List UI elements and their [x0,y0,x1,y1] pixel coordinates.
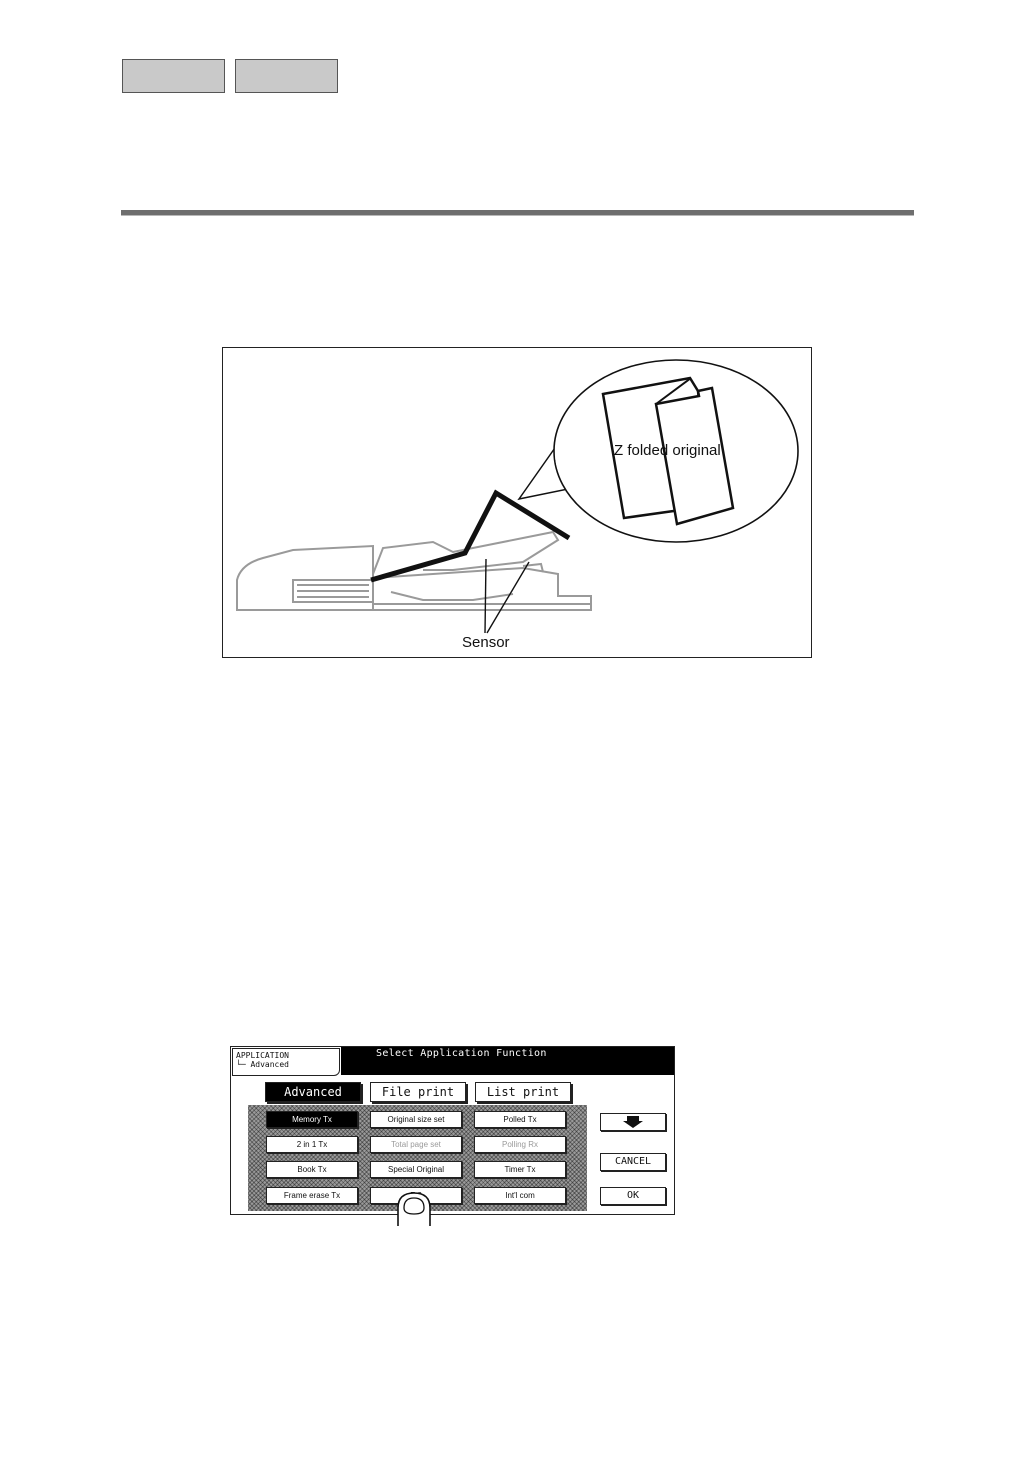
timer-tx-button[interactable]: Timer Tx [474,1161,566,1178]
original-size-set-button[interactable]: Original size set [370,1111,462,1128]
adf-figure [222,347,812,658]
panel-title: Select Application Function [376,1048,547,1059]
callout-label: Z folded original [614,442,721,459]
breadcrumb-root: APPLICATION [236,1051,289,1060]
adf-illustration [223,348,813,659]
sensor-leader-1 [485,559,486,633]
two-in-one-tx-button[interactable]: 2 in 1 Tx [266,1136,358,1153]
tab-advanced[interactable]: Advanced [265,1082,361,1102]
frame-erase-tx-button[interactable]: Frame erase Tx [266,1187,358,1204]
polling-rx-button[interactable]: Polling Rx [474,1136,566,1153]
z-folded-original-sheet [371,493,569,580]
header-tab-2 [235,59,338,93]
intl-com-button[interactable]: Int'l com [474,1187,566,1204]
memory-tx-button[interactable]: Memory Tx [266,1111,358,1128]
polled-tx-button[interactable]: Polled Tx [474,1111,566,1128]
application-panel [230,1046,675,1215]
special-original-button[interactable]: Special Original [370,1161,462,1178]
ok-button[interactable]: OK [600,1187,666,1205]
header-tab-1 [122,59,225,93]
breadcrumb-child: └─ Advanced [236,1060,289,1069]
cancel-button[interactable]: CANCEL [600,1153,666,1171]
book-tx-button[interactable]: Book Tx [266,1161,358,1178]
down-arrow-icon [621,1115,645,1129]
scroll-down-button[interactable] [600,1113,666,1131]
scanner-left-body [237,546,373,610]
sensor-label: Sensor [462,634,510,651]
total-page-set-button[interactable]: Total page set [370,1136,462,1153]
tab-file-print[interactable]: File print [370,1082,466,1102]
section-divider [121,210,914,216]
breadcrumb [232,1048,340,1076]
tab-list-print[interactable]: List print [475,1082,571,1102]
finger-pointer-icon [396,1192,432,1226]
